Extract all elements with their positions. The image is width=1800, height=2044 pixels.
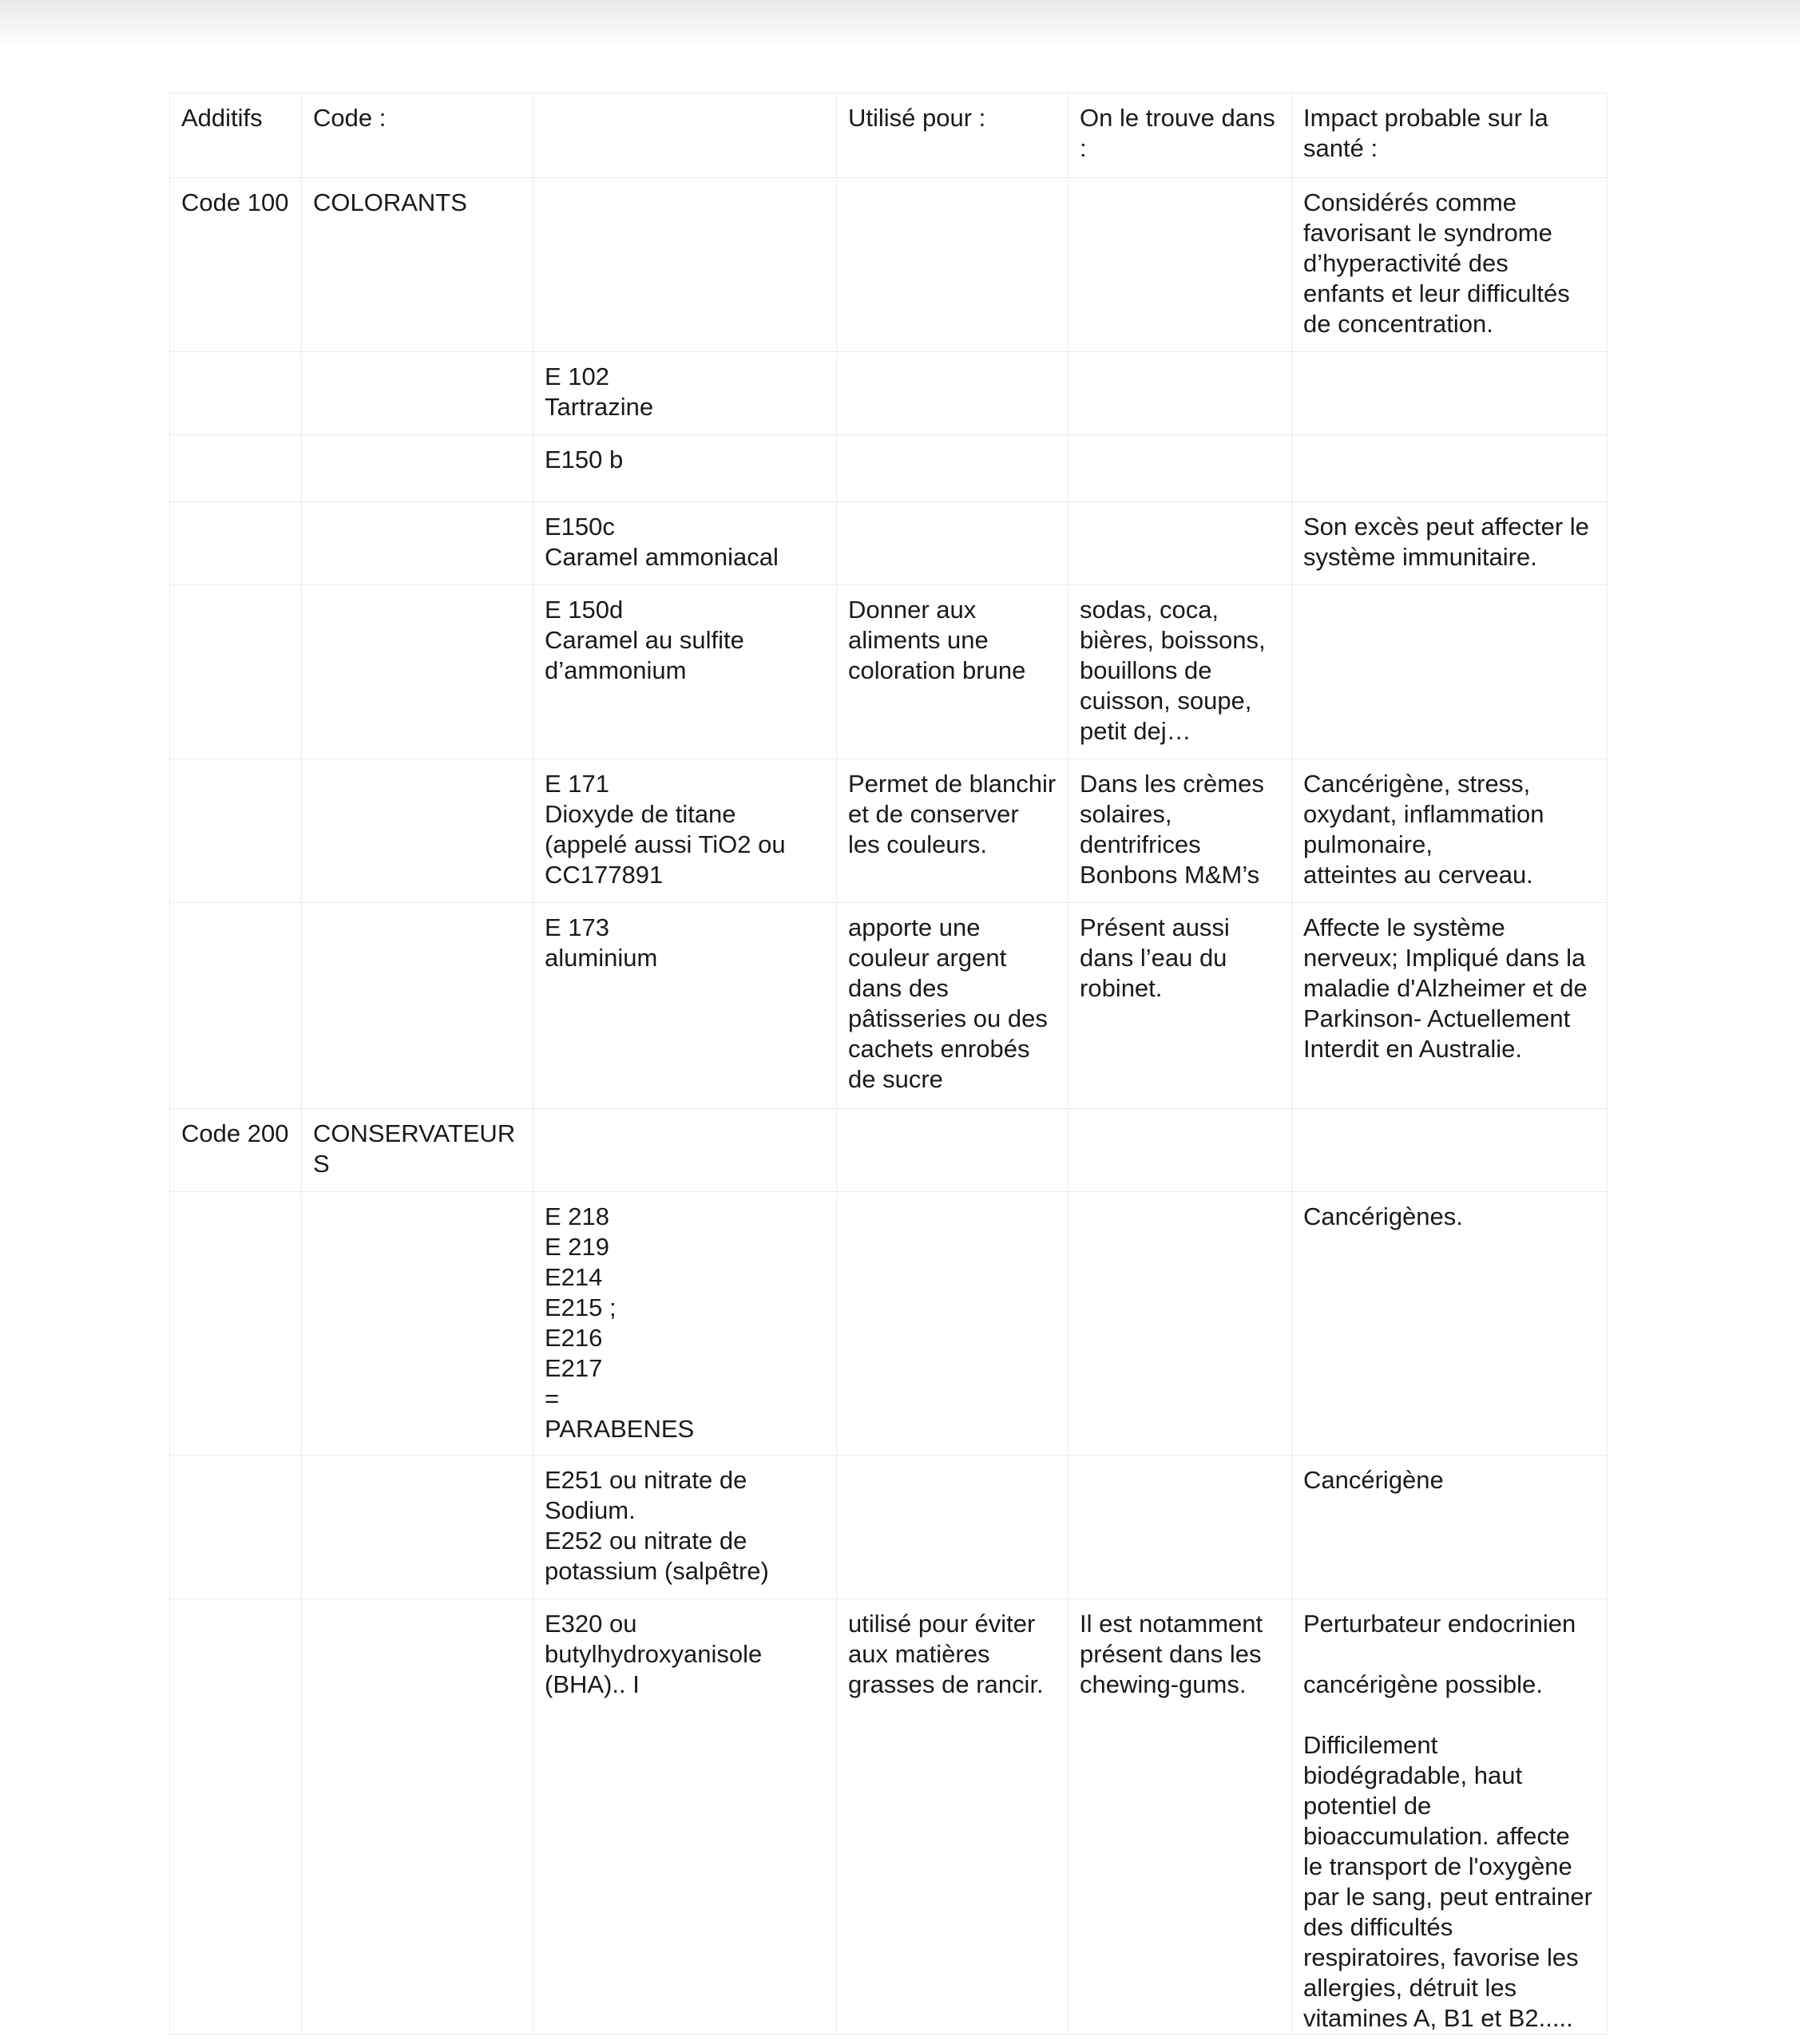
header-row [170,93,1608,178]
header-used-for: Utilisé pour : [837,93,1069,178]
impact-cell: Perturbateur endocrinien cancérigène possible. Difficilement biodégradable, haut potentiel de bioaccumulation. affecte le transport de l'oxygène par le sang, peut entrainer des difficultés respiratoires, favorise les allergies, détruit les vitamines A, B1 et B2..... [1292,1599,1608,2034]
group-category: CONSERVATEURS [302,1109,533,1192]
table-row [170,759,1608,903]
table-row [170,352,1608,435]
group-row-colorants [170,178,1608,352]
found-cell [1069,1192,1292,1456]
found-cell: Dans les crèmes solaires, dentrifrices Bonbons M&M’s [1069,759,1292,903]
table-row [170,585,1608,759]
found-cell [1069,1456,1292,1599]
additive-cell: E150c Caramel ammoniacal [533,502,837,585]
impact-cell [1292,585,1608,759]
additive-cell: E 150d Caramel au sulfite d’ammonium [533,585,837,759]
additive-cell: E251 ou nitrate de Sodium. E252 ou nitrate de potassium (salpêtre) [533,1456,837,1599]
additive-cell: E320 ou butylhydroxyanisole (BHA).. I [533,1599,837,2034]
table-row [170,1456,1608,1599]
table-row [170,502,1608,585]
header-impact: Impact probable sur la santé : [1292,93,1608,178]
additives-table [169,93,1608,2034]
impact-cell [1292,352,1608,435]
impact-cell: Cancérigène, stress, oxydant, inflammation pulmonaire, atteintes au cerveau. [1292,759,1608,903]
use-cell: apporte une couleur argent dans des pâtisseries ou des cachets enrobés de sucre [837,903,1069,1109]
use-cell [837,435,1069,502]
group-code-label: Code 200 [170,1109,302,1192]
impact-cell: Cancérigènes. [1292,1192,1608,1456]
use-cell: Donner aux aliments une coloration brune [837,585,1069,759]
table-row [170,435,1608,502]
additive-cell: E 218 E 219 E214 E215 ; E216 E217 = PARABENES [533,1192,837,1456]
header-found-in: On le trouve dans : [1069,93,1292,178]
header-additifs: Additifs [170,93,302,178]
use-cell [837,1456,1069,1599]
additive-cell: E 171 Dioxyde de titane (appelé aussi TiO2 ou CC177891 [533,759,837,903]
use-cell: utilisé pour éviter aux matières grasses de rancir. [837,1599,1069,2034]
found-cell [1069,502,1292,585]
use-cell [837,1192,1069,1456]
scan-shadow [0,0,1800,48]
impact-cell: Cancérigène [1292,1456,1608,1599]
table-row [170,1192,1608,1456]
header-code: Code : [302,93,533,178]
header-name [533,93,837,178]
group-code-label: Code 100 [170,178,302,352]
additive-cell: E 102 Tartrazine [533,352,837,435]
impact-cell: Son excès peut affecter le système immunitaire. [1292,502,1608,585]
group-impact: Considérés comme favorisant le syndrome d’hyperactivité des enfants et leur difficultés de concentration. [1292,178,1608,352]
found-cell [1069,352,1292,435]
found-cell: sodas, coca, bières, boissons, bouillons de cuisson, soupe, petit dej… [1069,585,1292,759]
use-cell: Permet de blanchir et de conserver les couleurs. [837,759,1069,903]
table-row [170,1599,1608,2034]
table-row [170,903,1608,1109]
use-cell [837,502,1069,585]
found-cell: Il est notamment présent dans les chewing-gums. [1069,1599,1292,2034]
group-impact [1292,1109,1608,1192]
group-category: COLORANTS [302,178,533,352]
impact-cell: Affecte le système nerveux; Impliqué dans la maladie d'Alzheimer et de Parkinson- Actuellement Interdit en Australie. [1292,903,1608,1109]
use-cell [837,352,1069,435]
additive-cell: E150 b [533,435,837,502]
group-row-conservateurs [170,1109,1608,1192]
additive-cell: E 173 aluminium [533,903,837,1109]
found-cell: Présent aussi dans l’eau du robinet. [1069,903,1292,1109]
impact-cell [1292,435,1608,502]
found-cell [1069,435,1292,502]
